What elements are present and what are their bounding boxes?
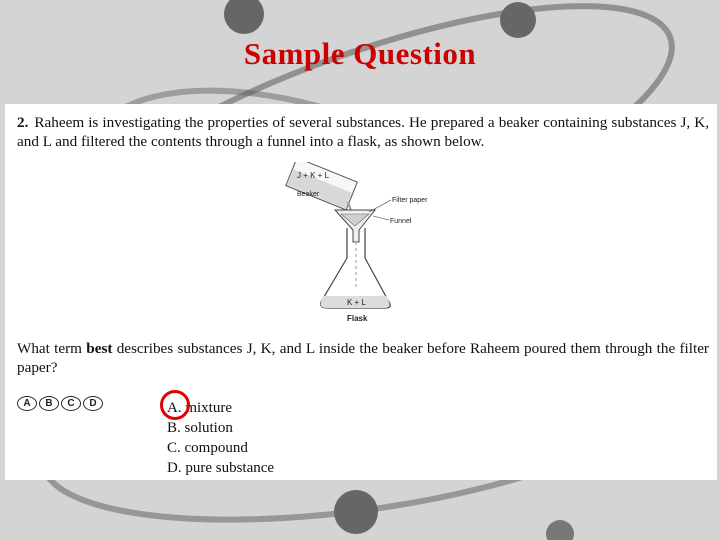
choice-a[interactable]: A. mixture	[167, 400, 232, 416]
question-prompt	[17, 339, 709, 377]
prompt-text-start: What term	[17, 340, 87, 357]
bubble-b[interactable]: B	[39, 396, 59, 411]
selected-answer-circle	[160, 390, 190, 420]
bubble-c[interactable]: C	[61, 396, 81, 411]
filter-paper-label: Filter paper	[392, 197, 428, 204]
question-body: Raheem is investigating the properties of several substances. He prepared a beaker containing substances J, K, and L and filtered the contents through a funnel into a flask, as shown below.	[17, 114, 709, 150]
bubble-d[interactable]: D	[83, 396, 103, 411]
funnel-label: Funnel	[390, 218, 412, 225]
prompt-text-end: describes substances J, K, and L inside the beaker before Raheem poured them through the filter paper?	[17, 340, 709, 376]
question-card	[5, 104, 717, 480]
choice-d[interactable]: D. pure substance	[167, 460, 275, 476]
question-number: 2.	[17, 114, 29, 131]
question-text	[17, 113, 709, 151]
filtration-diagram	[285, 162, 445, 324]
prompt-emphasis: best	[86, 340, 113, 357]
slide-title: Sample Question	[243, 36, 477, 71]
flask-contents-label: K + L	[347, 298, 366, 307]
choice-b[interactable]: B. solution	[167, 420, 233, 436]
bubble-a[interactable]: A	[17, 396, 37, 411]
flask-label: Flask	[347, 314, 368, 323]
beaker-contents-label: J + K + L	[297, 171, 330, 180]
beaker-label: Beaker	[297, 191, 320, 198]
choice-c[interactable]: C. compound	[167, 440, 248, 456]
answer-bubbles	[17, 396, 103, 416]
